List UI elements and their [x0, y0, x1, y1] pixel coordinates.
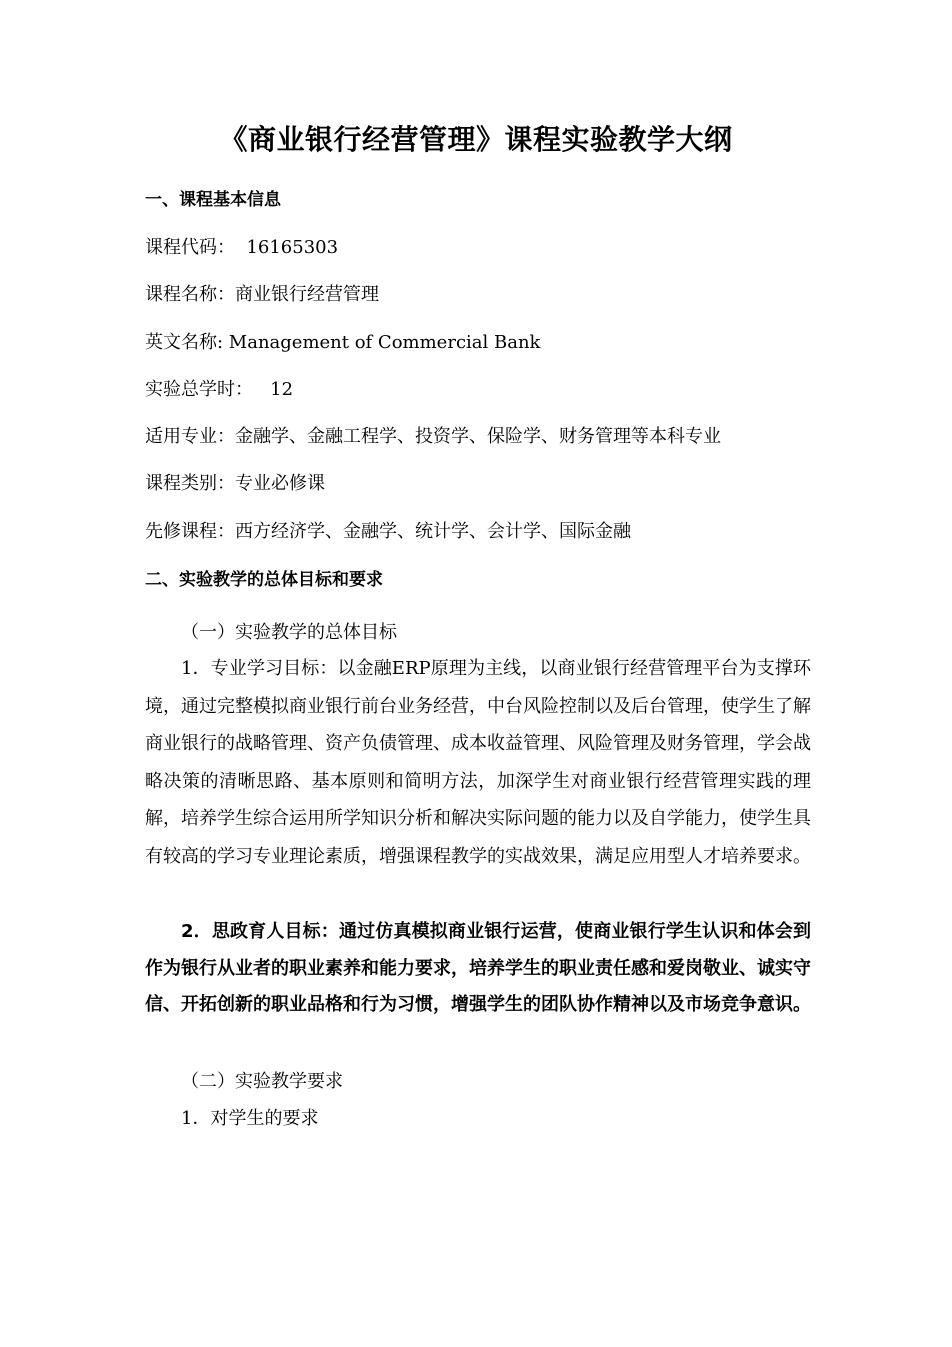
- document-title: 《商业银行经营管理》课程实验教学大纲: [219, 123, 733, 156]
- applicable-majors: 适用专业：金融学、金融工程学、投资学、保险学、财务管理等本科专业: [145, 426, 721, 447]
- subsection-heading-requirements: （二）实验教学要求: [181, 1071, 343, 1092]
- professional-goal-paragraph: 1．专业学习目标：以金融ERP原理为主线，以商业银行经营管理平台为支撑环境，通过完整模拟商业银行前台业务经营，中台风险控制以及后台管理，使学生了解商业银行的战略管理、资产负债管理、成本收益管理、风险管理及财务管理，学会战略决策的清晰思路、基本原则和简明方法，加深学生对商业银行经营管理实践的理解，培养学生综合运用所学知识分析和解决实际问题的能力以及自学能力，使学生具有较高的学习专业理论素质，增强课程教学的实战效果，满足应用型人才培养要求。: [145, 658, 811, 867]
- course-category: 课程类别：专业必修课: [145, 473, 325, 494]
- total-hours: 实验总学时： 12: [145, 379, 294, 400]
- student-requirements-heading: 1．对学生的要求: [181, 1108, 319, 1129]
- english-name: 英文名称: Management of Commercial Bank: [145, 332, 541, 353]
- ideological-goal-paragraph: 2．思政育人目标：通过仿真模拟商业银行运营，使商业银行学生认识和体会到作为银行从业者的职业素养和能力要求，培养学生的职业责任感和爱岗敬业、诚实守信、开拓创新的职业品格和行为习惯，增强学生的团队协作精神以及市场竞争意识。: [145, 921, 811, 1015]
- section-heading-goals: 二、实验教学的总体目标和要求: [145, 570, 383, 590]
- prerequisites: 先修课程：西方经济学、金融学、统计学、会计学、国际金融: [145, 521, 631, 542]
- course-name: 课程名称：商业银行经营管理: [145, 284, 379, 305]
- subsection-heading-goals: （一）实验教学的总体目标: [181, 622, 397, 643]
- course-code: 课程代码： 16165303: [145, 237, 339, 258]
- section-heading-basic-info: 一、课程基本信息: [145, 190, 281, 210]
